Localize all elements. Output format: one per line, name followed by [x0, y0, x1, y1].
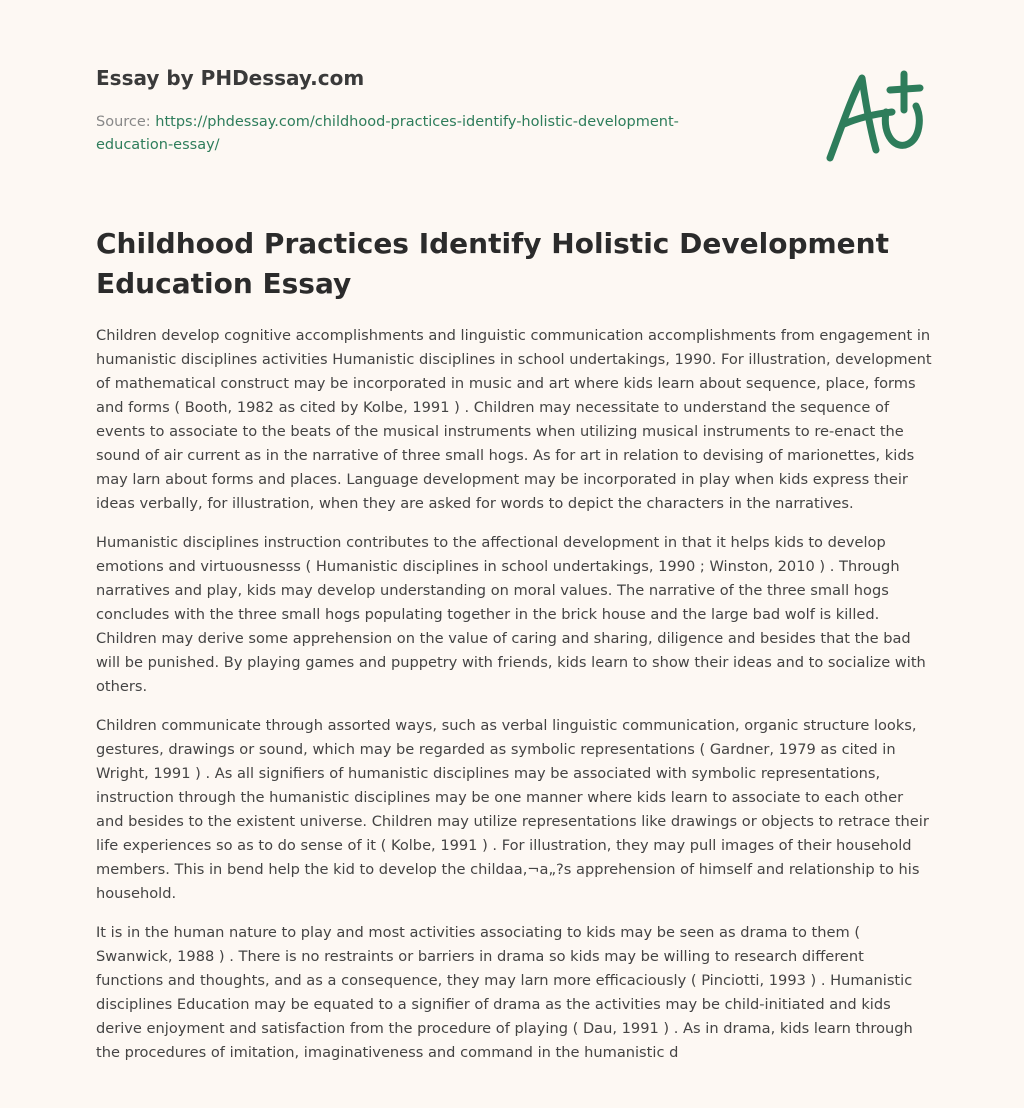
essay-body: [96, 324, 932, 1080]
source-label: Source:: [96, 114, 156, 130]
essay-paragraph: Children develop cognitive accomplishments and linguistic communication accomplishments from engagement in humanistic disciplines activities Humanistic disciplines in school undertakings, 1990. For illustration, development of mathematical construct may be incorporated in music and art where kids learn about sequence, place, forms and forms ( Booth, 1982 as cited by Kolbe, 1991 ) . Children may necessitate to understand the sequence of events to associate to the beats of the musical instruments when utilizing musical instruments to re-enact the sound of air current as in the narrative of three small hogs. As for art in relation to devising of marionettes, kids may larn about forms and places. Language development may be incorporated in play when kids express their ideas verbally, for illustration, when they are asked for words to depict the characters in the narratives.: [96, 327, 932, 512]
essay-paragraph: Children communicate through assorted ways, such as verbal linguistic communication, organic structure looks, gestures, drawings or sound, which may be regarded as symbolic representations ( Gardner, 1979 as cited in Wright, 1991 ) . As all signifiers of humanistic disciplines may be associated with symbolic representations, instruction through the humanistic disciplines may be one manner where kids learn to associate to each other and besides to the existent universe. Children may utilize representations like drawings or objects to retrace their life experiences so as to do sense of it ( Kolbe, 1991 ) . For illustration, they may pull images of their household members. This in bend help the kid to develop the childaa‚¬a„?s apprehension of himself and relationship to his household.: [96, 717, 929, 902]
essay-paragraph: It is in the human nature to play and most activities associating to kids may be seen as drama to them ( Swanwick, 1988 ) . There is no restraints or barriers in drama so kids may be willing to research different functions and thoughts, and as a consequence, they may larn more efficaciously ( Pinciotti, 1993 ) . Humanistic disciplines Education may be equated to a signifier of drama as the activities may be child-initiated and kids derive enjoyment and satisfaction from the procedure of playing ( Dau, 1991 ) . As in drama, kids learn through the procedures of imitation, imaginativeness and command in the humanistic d: [96, 924, 913, 1061]
source-line: [96, 111, 736, 157]
source-link[interactable]: https://phdessay.com/childhood-practices-identify-holistic-development-education-essay/: [96, 114, 679, 153]
a-plus-logo-icon: [820, 66, 930, 166]
essay-title: Childhood Practices Identify Holistic Development Education Essay: [96, 227, 889, 300]
essay-paragraph: Humanistic disciplines instruction contributes to the affectional development in that it helps kids to develop emotions and virtuousnesss ( Humanistic disciplines in school undertakings, 1990 ; Winston, 2010 ) . Through narratives and play, kids may develop understanding on moral values. The narrative of the three small hogs concludes with the three small hogs populating together in the brick house and the large bad wolf is killed. Children may derive some apprehension on the value of caring and sharing, diligence and besides that the bad will be punished. By playing games and puppetry with friends, kids learn to show their ideas and to socialize with others.: [96, 534, 926, 695]
site-title: Essay by PHDessay.com: [96, 66, 365, 90]
